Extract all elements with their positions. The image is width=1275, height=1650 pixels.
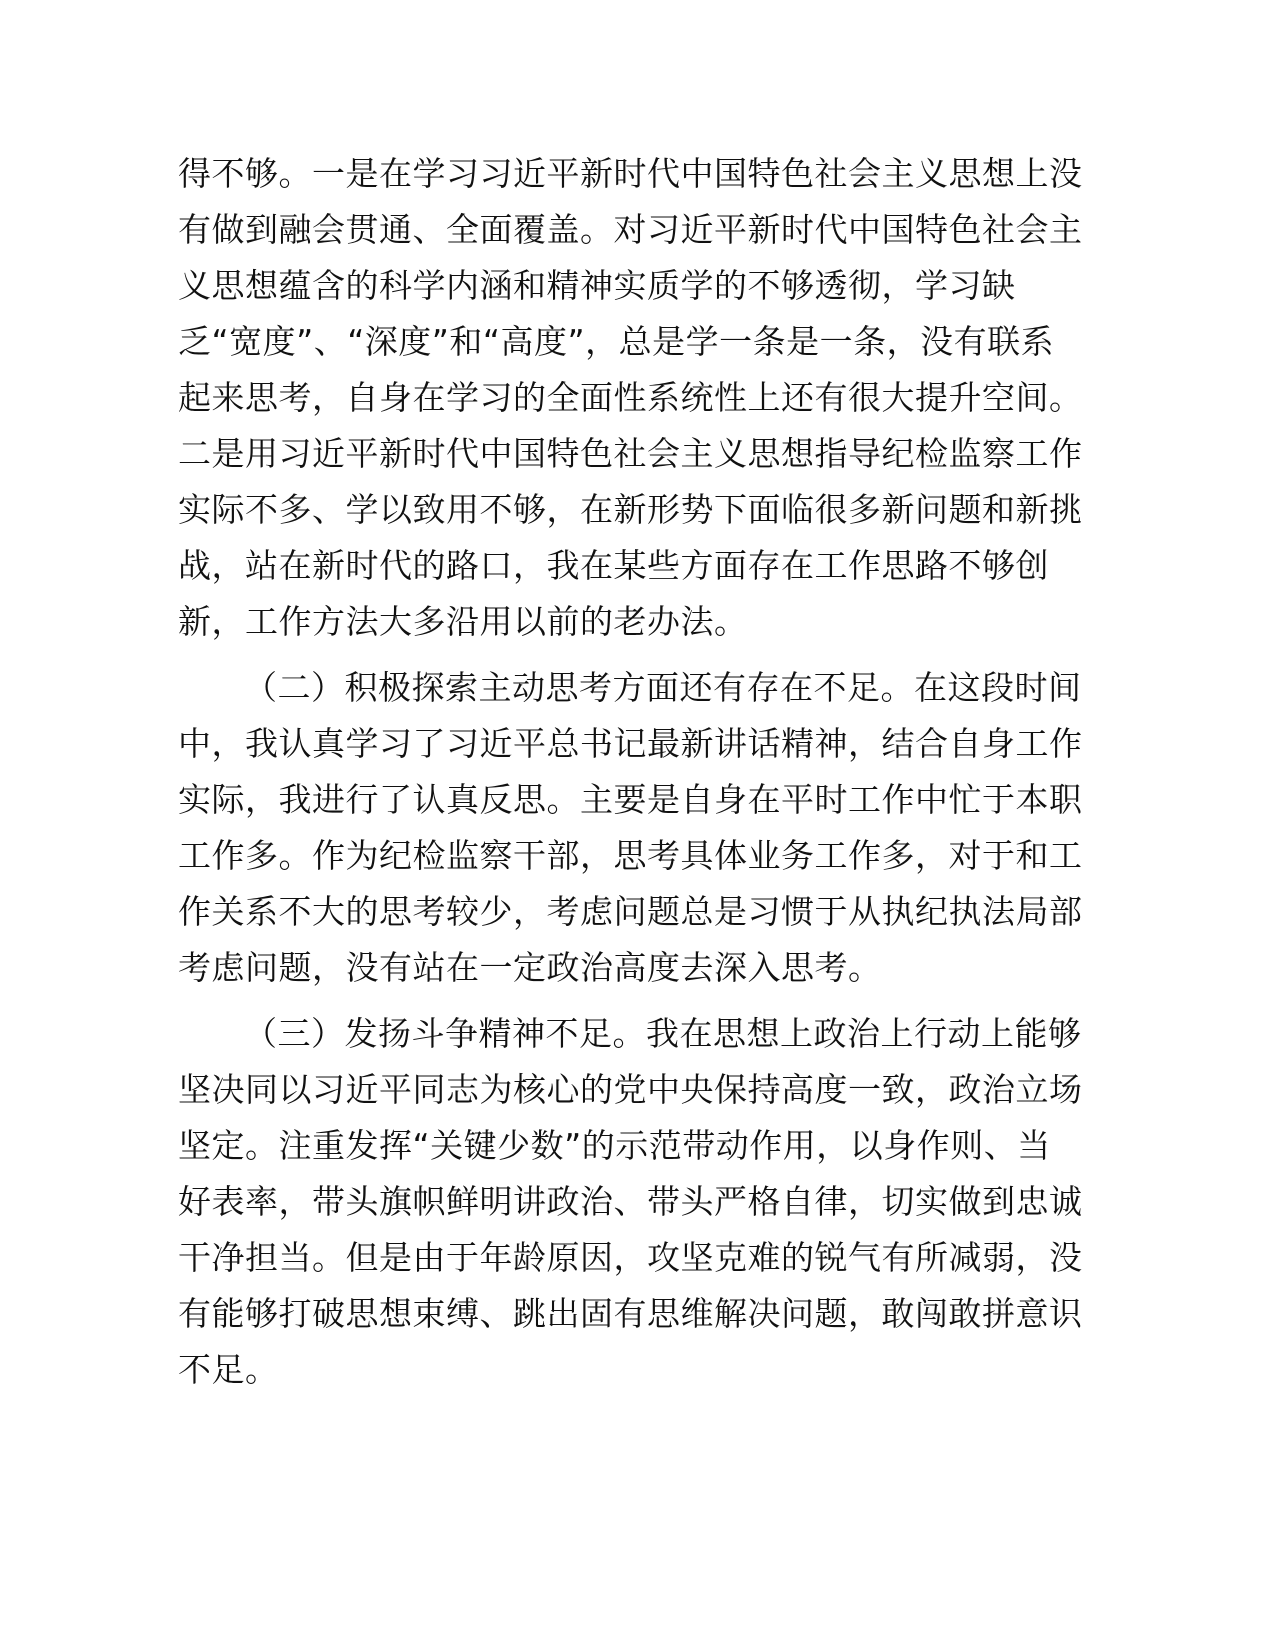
text-line: 有能够打破思想束缚、跳出固有思维解决问题，敢闯敢拼意识 <box>178 1294 1083 1333</box>
text-line: 坚决同以习近平同志为核心的党中央保持高度一致，政治立场 <box>178 1070 1083 1109</box>
text-line: 坚定。注重发挥“关键少数”的示范带动作用，以身作则、当 <box>178 1126 1051 1165</box>
text-line: 得不够。一是在学习习近平新时代中国特色社会主义思想上没 <box>178 154 1083 193</box>
paragraph-3 <box>178 1006 1083 1398</box>
text-line: 好表率，带头旗帜鲜明讲政治、带头严格自律，切实做到忠诚 <box>178 1182 1083 1221</box>
text-line: 二是用习近平新时代中国特色社会主义思想指导纪检监察工作 <box>178 434 1083 473</box>
text-line: 新，工作方法大多沿用以前的老办法。 <box>178 602 748 641</box>
text-line: 不足。 <box>178 1350 279 1389</box>
text-line: 工作多。作为纪检监察干部，思考具体业务工作多，对于和工 <box>178 836 1083 875</box>
paragraph-2 <box>178 660 1083 996</box>
text-line: 义思想蕴含的科学内涵和精神实质学的不够透彻，学习缺 <box>178 266 1016 305</box>
text-line: 实际不多、学以致用不够，在新形势下面临很多新问题和新挑 <box>178 490 1083 529</box>
text-line: 作关系不大的思考较少，考虑问题总是习惯于从执纪执法局部 <box>178 892 1083 931</box>
text-line: 乏“宽度”、“深度”和“高度”，总是学一条是一条，没有联系 <box>178 322 1055 361</box>
paragraph-1 <box>178 146 1083 650</box>
text-line: 起来思考，自身在学习的全面性系统性上还有很大提升空间。 <box>178 378 1083 417</box>
text-line-indented: （三）发扬斗争精神不足。我在思想上政治上行动上能够 <box>244 1014 1082 1053</box>
text-line: 干净担当。但是由于年龄原因，攻坚克难的锐气有所减弱，没 <box>178 1238 1083 1277</box>
text-line-indented: （二）积极探索主动思考方面还有存在不足。在这段时间 <box>244 668 1082 707</box>
document-body <box>178 146 1083 1408</box>
text-line: 有做到融会贯通、全面覆盖。对习近平新时代中国特色社会主 <box>178 210 1083 249</box>
text-line: 实际，我进行了认真反思。主要是自身在平时工作中忙于本职 <box>178 780 1083 819</box>
text-line: 战，站在新时代的路口，我在某些方面存在工作思路不够创 <box>178 546 1049 585</box>
text-line: 考虑问题，没有站在一定政治高度去深入思考。 <box>178 948 882 987</box>
text-line: 中，我认真学习了习近平总书记最新讲话精神，结合自身工作 <box>178 724 1083 763</box>
